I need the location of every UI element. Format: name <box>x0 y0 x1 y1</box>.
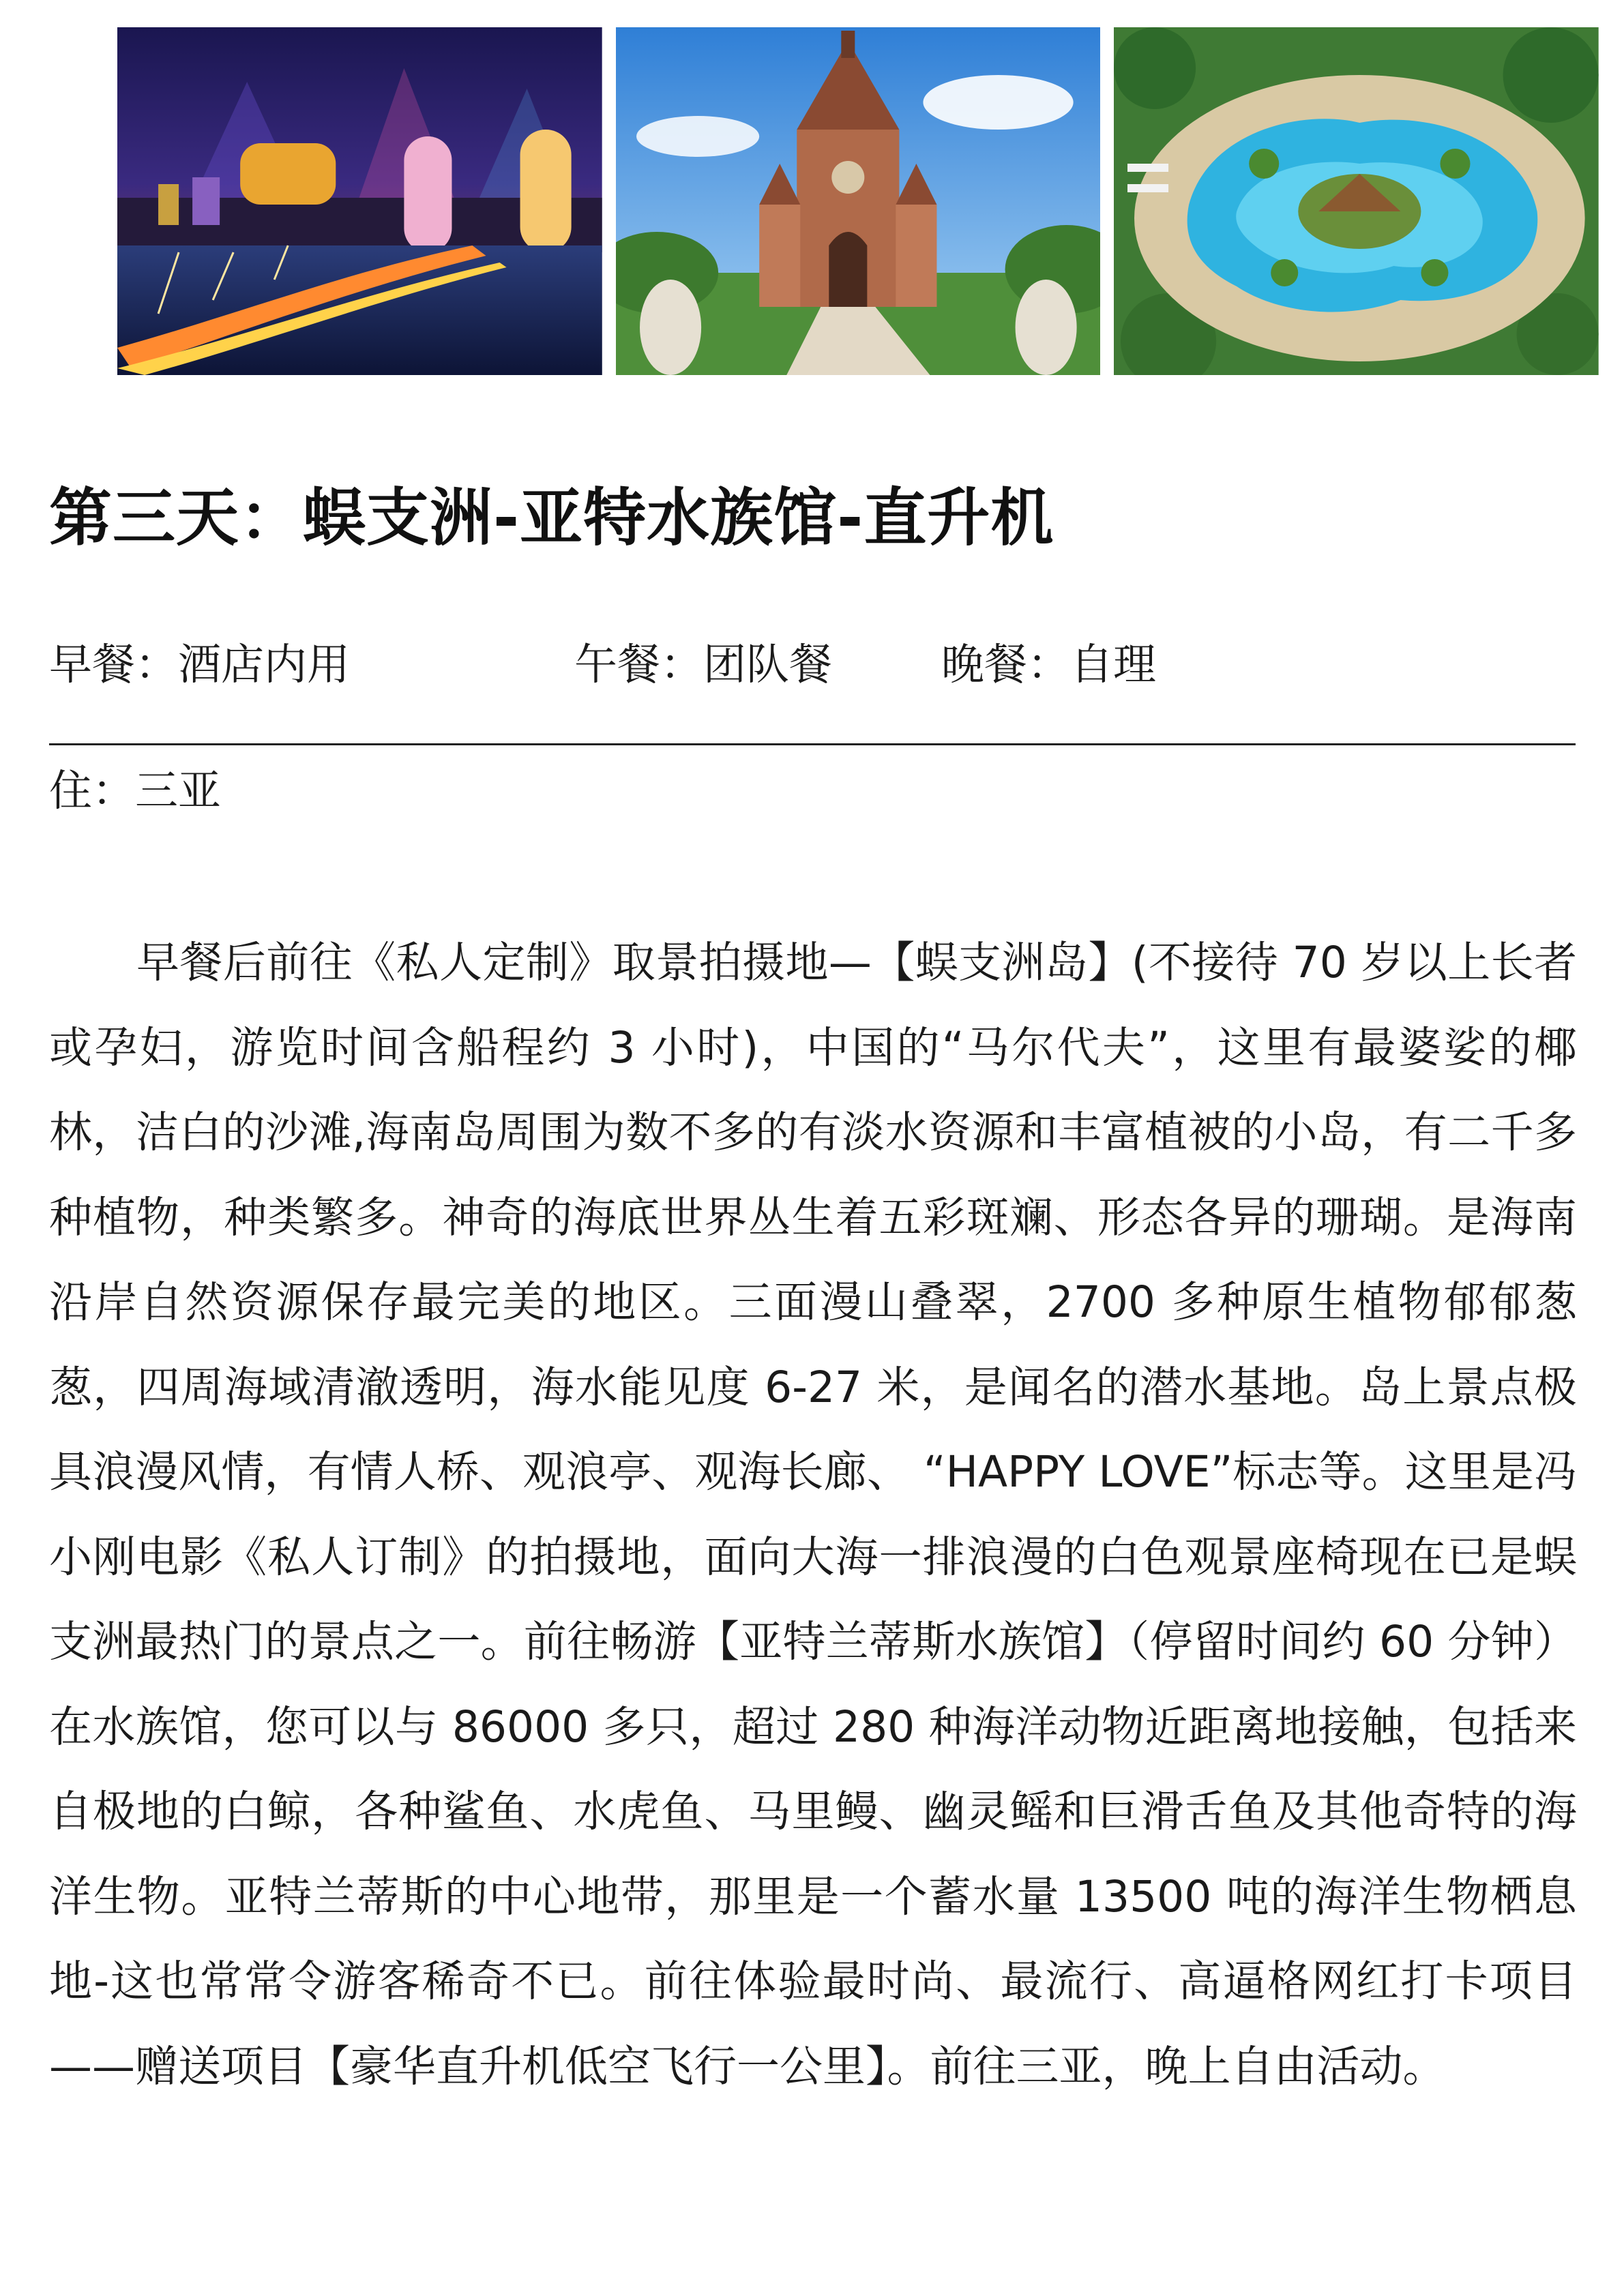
divider <box>49 743 1576 745</box>
night-city-skyline-image <box>117 27 602 375</box>
accommodation-info: 住：三亚 <box>49 766 221 816</box>
breakfast-info: 早餐：酒店内用 <box>49 640 350 689</box>
dinner-info: 晚餐：自理 <box>941 640 1156 689</box>
itinerary-description: 早餐后前往《私人定制》取景拍摄地—【蜈支洲岛】(不接待 70 岁以上长者或孕妇，游览时间含船程约 3 小时)，中国的“马尔代夫”，这里有最婆娑的椰林，洁白的沙滩,海南岛周围为数不多的有淡水资源和丰富植被的小岛，有二千多种植物，种类繁多。神奇的海底世界丛生着五彩斑斓、形态各异的珊瑚。是海南沿岸自然资源保存最完美的地区。三面漫山叠翠，2700 多种原生植物郁郁葱葱，四周海域清澈透明，海水能见度 6-27 米，是闻名的潜水基地。岛上景点极具浪漫风情，有情人桥、观浪亭、观海长廊、 “HAPPY LOVE”标志等。这里是冯小刚电影《私人订制》的拍摄地，面向大海一排浪漫的白色观景座椅现在已是蜈支洲最热门的景点之一。前往畅游【亚特兰蒂斯水族馆】（停留时间约 60 分钟）在水族馆，您可以与 86000 多只，超过 280 种海洋动物近距离地接触，包括来自极地的白鲸，各种鲨鱼、水虎鱼、马里鳗、幽灵鳐和巨滑舌鱼及其他奇特的海洋生物。亚特兰蒂斯的中心地带，那里是一个蓄水量 13500 吨的海洋生物栖息地-这也常常令游客稀奇不已。前往体验最时尚、最流行、高逼格网红打卡项目——赠送项目【豪华直升机低空飞行一公里】。前往三亚，晚上自由活动。 <box>49 938 1577 2091</box>
meals-row <box>49 627 1577 702</box>
photo-strip <box>117 27 1599 375</box>
cathedral-image <box>616 27 1101 375</box>
lunch-info: 午餐：团队餐 <box>574 640 832 689</box>
resort-pool-image <box>1114 27 1599 375</box>
page-title: 第三天：蜈支洲-亚特水族馆-直升机 <box>49 481 1054 554</box>
